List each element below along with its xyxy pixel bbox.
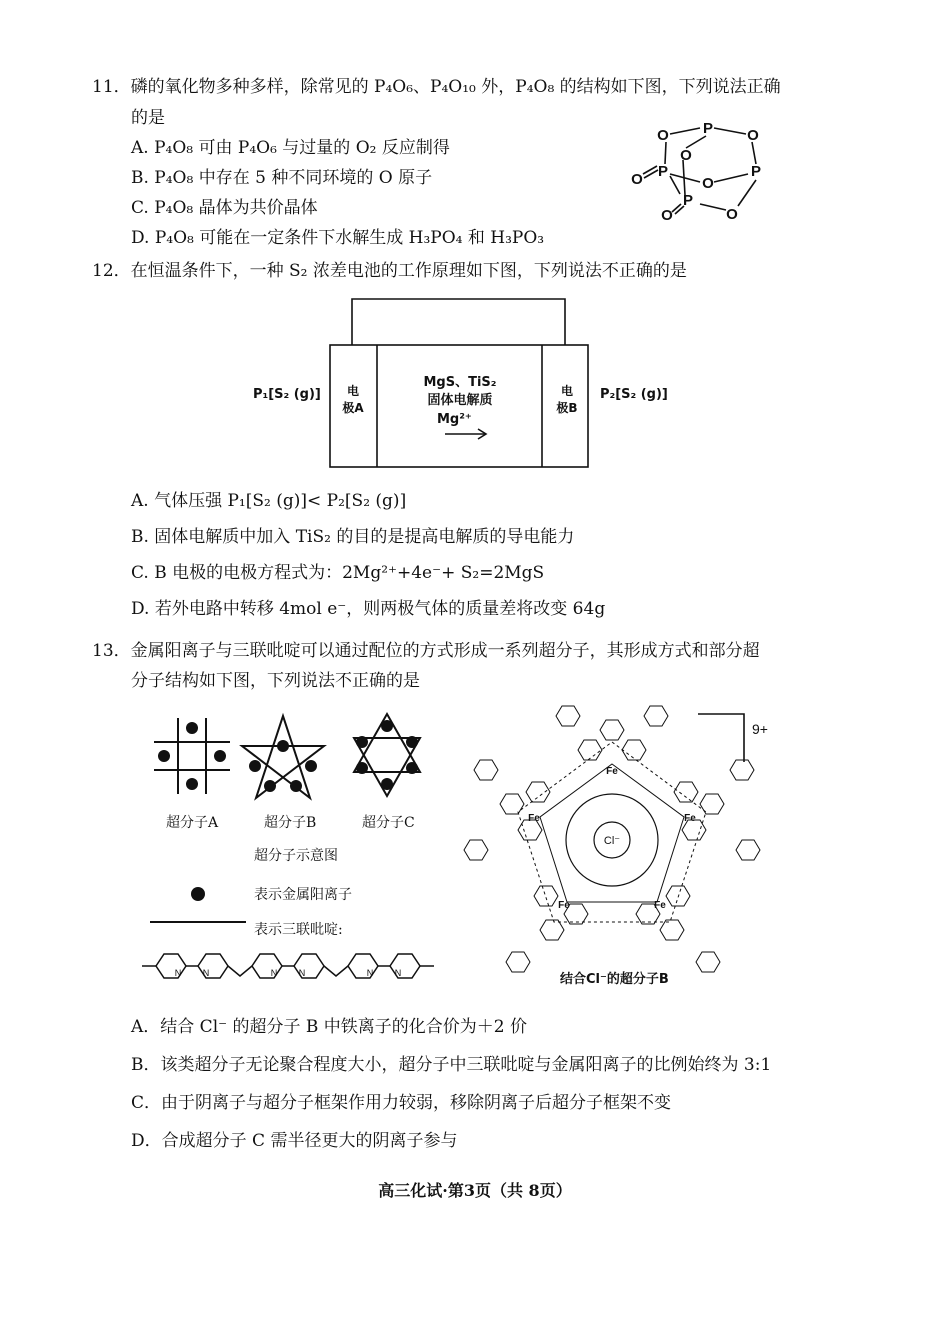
fe-atom: Fe (528, 813, 540, 824)
q13-stem-line1: 13．金属阳离子与三联吡啶可以通过配位的方式形成一系列超分子，其形成方式和部分超 (92, 641, 760, 661)
electrolyte-line1: MgS、TiS₂ (423, 375, 497, 390)
q13-stem-line2: 分子结构如下图，下列说法不正确的是 (131, 671, 420, 691)
atom-p: P (657, 163, 669, 180)
n-atom: N (202, 968, 210, 978)
supramolecule-b-structure (460, 700, 790, 990)
schematic-caption: 超分子示意图 (254, 848, 338, 864)
q13-option-b: B．该类超分子无论聚合程度大小，超分子中三联吡啶与金属阳离子的比例始终为 3:1 (131, 1055, 772, 1075)
q11-option-b: B. P₄O₈ 中存在 5 种不同环境的 O 原子 (131, 168, 433, 188)
n-atom: N (270, 968, 278, 978)
q12-option-c: C. B 电极的电极方程式为：2Mg²⁺+4e⁻+ S₂=2MgS (131, 563, 545, 583)
right-gas-pressure: P₂[S₂ (g)] (600, 387, 668, 402)
left-gas-pressure: P₁[S₂ (g)] (253, 387, 321, 402)
fe-atom: Fe (654, 900, 666, 911)
electrode-b-label: 电极B (556, 384, 578, 415)
atom-p: P (682, 192, 694, 209)
q13-option-d: D．合成超分子 C 需半径更大的阴离子参与 (131, 1131, 458, 1151)
chloride-ion: Cl⁻ (603, 835, 621, 847)
n-atom: N (394, 968, 402, 978)
metal-ion-legend-dot (186, 882, 210, 906)
n-atom: N (366, 968, 374, 978)
structure-caption: 结合Cl⁻的超分子B (560, 972, 669, 987)
p4o8-structure-diagram (620, 118, 780, 228)
fe-atom: Fe (606, 766, 618, 777)
q11-option-a: A. P₄O₈ 可由 P₄O₆ 与过量的 O₂ 反应制得 (131, 138, 450, 158)
n-atom: N (298, 968, 306, 978)
legend-metal-ion: 表示金属阳离子 (254, 887, 352, 903)
atom-o: O (680, 147, 692, 164)
q11-option-c: C. P₄O₈ 晶体为共价晶体 (131, 198, 318, 218)
label-supramolecule-a: 超分子A (166, 815, 219, 831)
atom-o: O (702, 175, 714, 192)
terpyridine-structure (140, 938, 440, 988)
atom-p: P (702, 120, 714, 137)
q12-option-b: B. 固体电解质中加入 TiS₂ 的目的是提高电解质的导电能力 (131, 527, 575, 547)
atom-p: P (750, 163, 762, 180)
atom-o: O (631, 171, 643, 188)
ligand-legend-line (150, 917, 250, 927)
electrolyte-line2: 固体电解质 (427, 393, 493, 408)
q12-option-d: D. 若外电路中转移 4mol e⁻，则两极气体的质量差将改变 64g (131, 599, 606, 619)
supramolecule-schematics (150, 708, 430, 828)
q13-option-a: A．结合 Cl⁻ 的超分子 B 中铁离子的化合价为＋2 价 (131, 1017, 528, 1037)
atom-o: O (747, 127, 759, 144)
q13-option-c: C．由于阴离子与超分子框架作用力较弱，移除阴离子后超分子框架不变 (131, 1093, 672, 1113)
q12-stem: 12．在恒温条件下，一种 S₂ 浓差电池的工作原理如下图，下列说法不正确的是 (92, 261, 687, 281)
atom-o: O (726, 206, 738, 223)
atom-o: O (661, 207, 673, 224)
legend-terpyridine: 表示三联吡啶: (254, 922, 343, 938)
q11-stem-line1: 11．磷的氧化物多种多样，除常见的 P₄O₆、P₄O₁₀ 外，P₄O₈ 的结构如下图，下列说法正确 (92, 77, 781, 97)
mg-ion-label: Mg²⁺ (437, 412, 472, 427)
n-atom: N (174, 968, 182, 978)
electrode-a-label: 电极A (342, 384, 364, 415)
charge-label: 9+ (752, 721, 768, 737)
page-footer: 高三化试·第3页（共 8页） (378, 1181, 572, 1200)
q11-option-d: D. P₄O₈ 可能在一定条件下水解生成 H₃PO₄ 和 H₃PO₃ (131, 228, 545, 248)
fe-atom: Fe (684, 813, 696, 824)
label-supramolecule-c: 超分子C (362, 815, 415, 831)
q11-stem-line2: 的是 (131, 108, 165, 128)
fe-atom: Fe (558, 900, 570, 911)
atom-o: O (657, 127, 669, 144)
q12-option-a: A. 气体压强 P₁[S₂ (g)]< P₂[S₂ (g)] (131, 491, 407, 511)
label-supramolecule-b: 超分子B (264, 815, 317, 831)
